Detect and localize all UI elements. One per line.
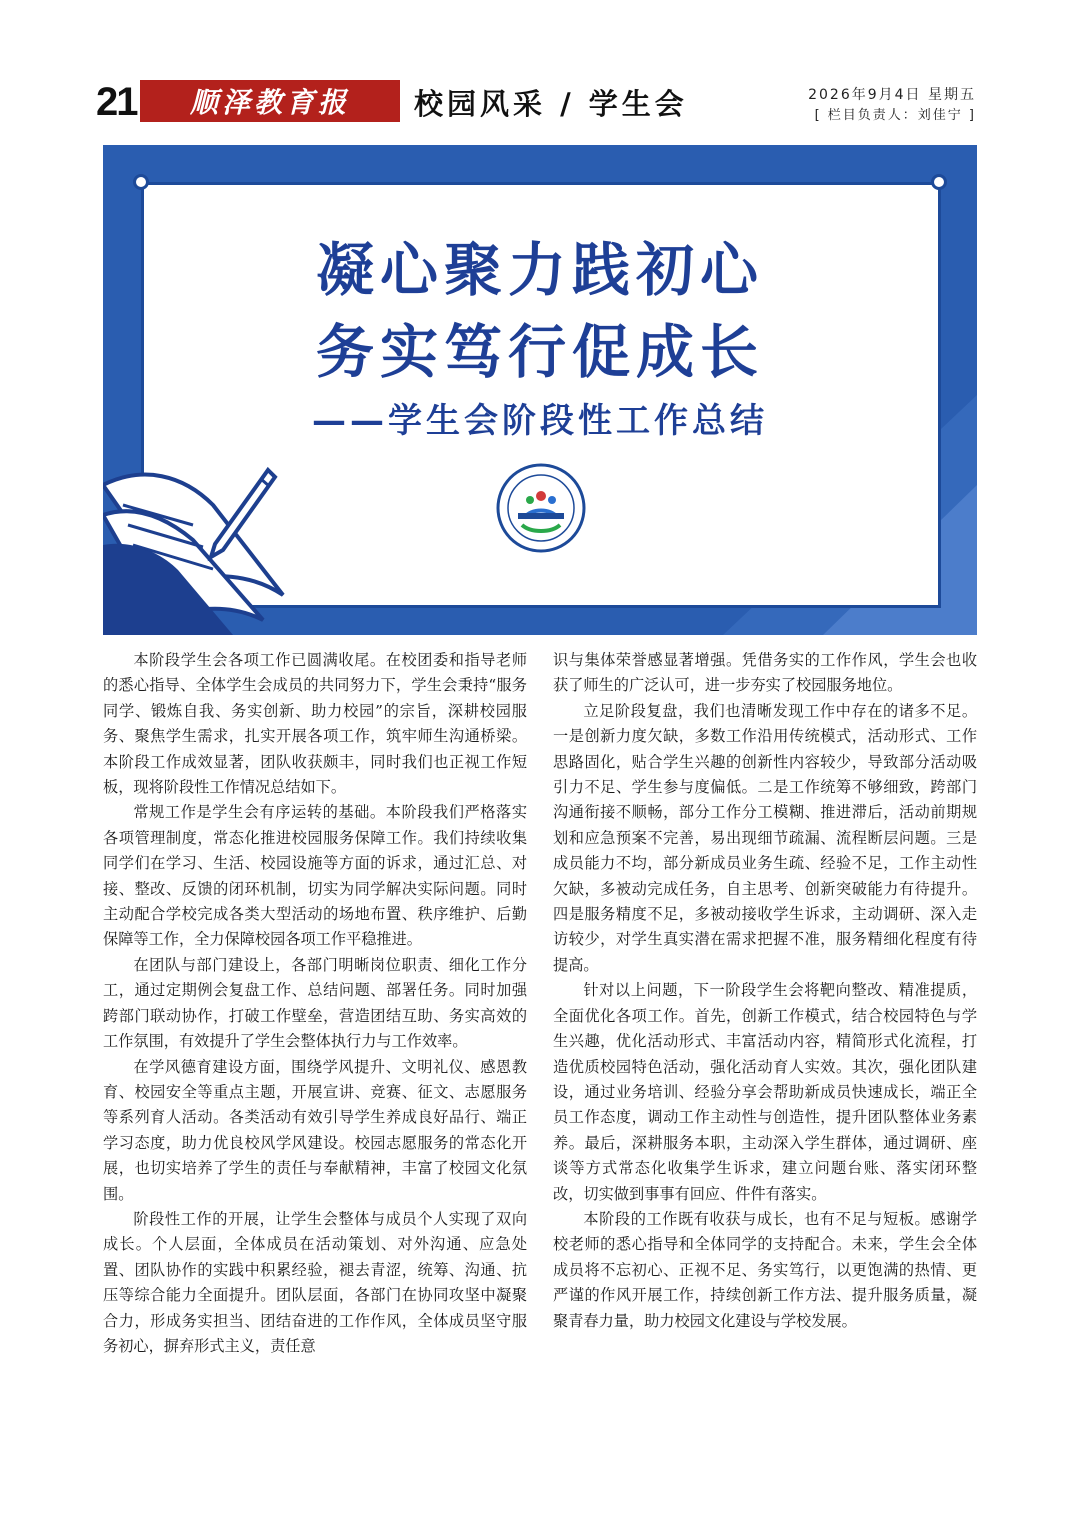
- page-number: 21: [96, 80, 137, 124]
- paragraph: 常规工作是学生会有序运转的基础。本阶段我们严格落实各项管理制度，常态化推进校园服务保障工作。我们持续收集同学们在学习、生活、校园设施等方面的诉求，通过汇总、对接、整改、反馈的闭环机制，切实为同学解决实际问题。同时主动配合学校完成各类大型活动的场地布置、秩序维护、后勤保障等工作，全力保障校园各项工作平稳推进。: [103, 803, 527, 949]
- headline-line-1: 凝心聚力践初心: [315, 236, 764, 304]
- paragraph: 立足阶段复盘，我们也清晰发现工作中存在的诸多不足。一是创新力度欠缺，多数工作沿用传统模式，活动形式、工作思路固化，贴合学生兴趣的创新性内容较少，导致部分活动吸引力不足、学生参与度偏低。二是工作统筹不够细致，跨部门沟通衔接不顺畅，部分工作分工模糊、推进滞后，活动前期规划和应急预案不完善，易出现细节疏漏、流程断层问题。三是成员能力不均，部分新成员业务生疏、经验不足，工作主动性欠缺，多被动完成任务，自主思考、创新突破能力有待提升。四是服务精度不足，多被动接收学生诉求，主动调研、深入走访较少，对学生真实潜在需求把握不准，服务精细化程度有待提高。: [553, 701, 977, 974]
- paragraph-continuation: 识与集体荣誉感显著增强。凭借务实的工作作风，学生会也收获了师生的广泛认可，进一步夯实了校园服务地位。: [553, 651, 977, 695]
- headline-line-2: 务实笃行促成长: [315, 318, 764, 386]
- paragraph: 在团队与部门建设上，各部门明晰岗位职责、细化工作分工，通过定期例会复盘工作、总结问题、部署任务。同时加强跨部门联动协作，打破工作壁垒，营造团结互助、务实高效的工作氛围，有效提升了学生会整体执行力与工作效率。: [103, 955, 527, 1051]
- headline-subtitle: ——学生会阶段性工作总结: [312, 401, 768, 441]
- section-title: 校园风采 / 学生会: [414, 87, 688, 121]
- article-left-column: [103, 648, 527, 1359]
- frame-corner-dot: [133, 174, 149, 190]
- paragraph: 在学风德育建设方面，围绕学风提升、文明礼仪、感恩教育、校园安全等重点主题，开展宣讲、竞赛、征文、志愿服务等系列育人活动。各类活动有效引导学生养成良好品行、端正学习态度，助力优良校风学风建设。校园志愿服务的常态化开展，也切实培养了学生的责任与奉献精神，丰富了校园文化氛围。: [103, 1057, 527, 1203]
- headline-banner: [103, 145, 977, 635]
- column-editor: [ 栏目负责人：刘佳宁 ]: [814, 108, 976, 123]
- school-emblem-icon: [496, 463, 586, 553]
- frame-corner-dot: [931, 174, 947, 190]
- paragraph: 针对以上问题，下一阶段学生会将靶向整改、精准提质，全面优化各项工作。首先，创新工作模式，结合校园特色与学生兴趣，优化活动形式、丰富活动内容，精简形式化流程，打造优质校园特色活动，强化活动育人实效。其次，强化团队建设，通过业务培训、经验分享会帮助新成员快速成长，端正全员工作态度，调动工作主动性与创造性，提升团队整体业务素养。最后，深耕服务本职，主动深入学生群体，通过调研、座谈等方式常态化收集学生诉求，建立问题台账、落实闭环整改，切实做到事事有回应、件件有落实。: [553, 981, 977, 1203]
- paragraph: 本阶段学生会各项工作已圆满收尾。在校团委和指导老师的悉心指导、全体学生会成员的共同努力下，学生会秉持“服务同学、锻炼自我、务实创新、助力校园”的宗旨，深耕校园服务、聚焦学生需求，扎实开展各项工作，筑牢师生沟通桥梁。本阶段工作成效显著，团队收获颇丰，同时我们也正视工作短板，现将阶段性工作情况总结如下。: [103, 651, 527, 797]
- paragraph: 本阶段的工作既有收获与成长，也有不足与短板。感谢学校老师的悉心指导和全体同学的支持配合。未来，学生会全体成员将不忘初心、正视不足、务实笃行，以更饱满的热情、更严谨的作风开展工作，持续创新工作方法、提升服务质量，凝聚青春力量，助力校园文化建设与学校发展。: [553, 1209, 977, 1330]
- book-and-pen-icon: [103, 445, 303, 635]
- issue-date: 2026年9月4日 星期五: [808, 87, 976, 103]
- masthead: [96, 78, 980, 130]
- paper-name-logo: 顺泽教育报: [140, 80, 400, 122]
- article-right-column: [553, 648, 977, 1334]
- paragraph: 阶段性工作的开展，让学生会整体与成员个人实现了双向成长。个人层面，全体成员在活动策划、对外沟通、应急处置、团队协作的实践中积累经验，褪去青涩，统筹、沟通、抗压等综合能力全面提升。团队层面，各部门在协同攻坚中凝聚合力，形成务实担当、团结奋进的工作作风，全体成员坚守服务初心，摒弃形式主义，责任意: [103, 1209, 527, 1355]
